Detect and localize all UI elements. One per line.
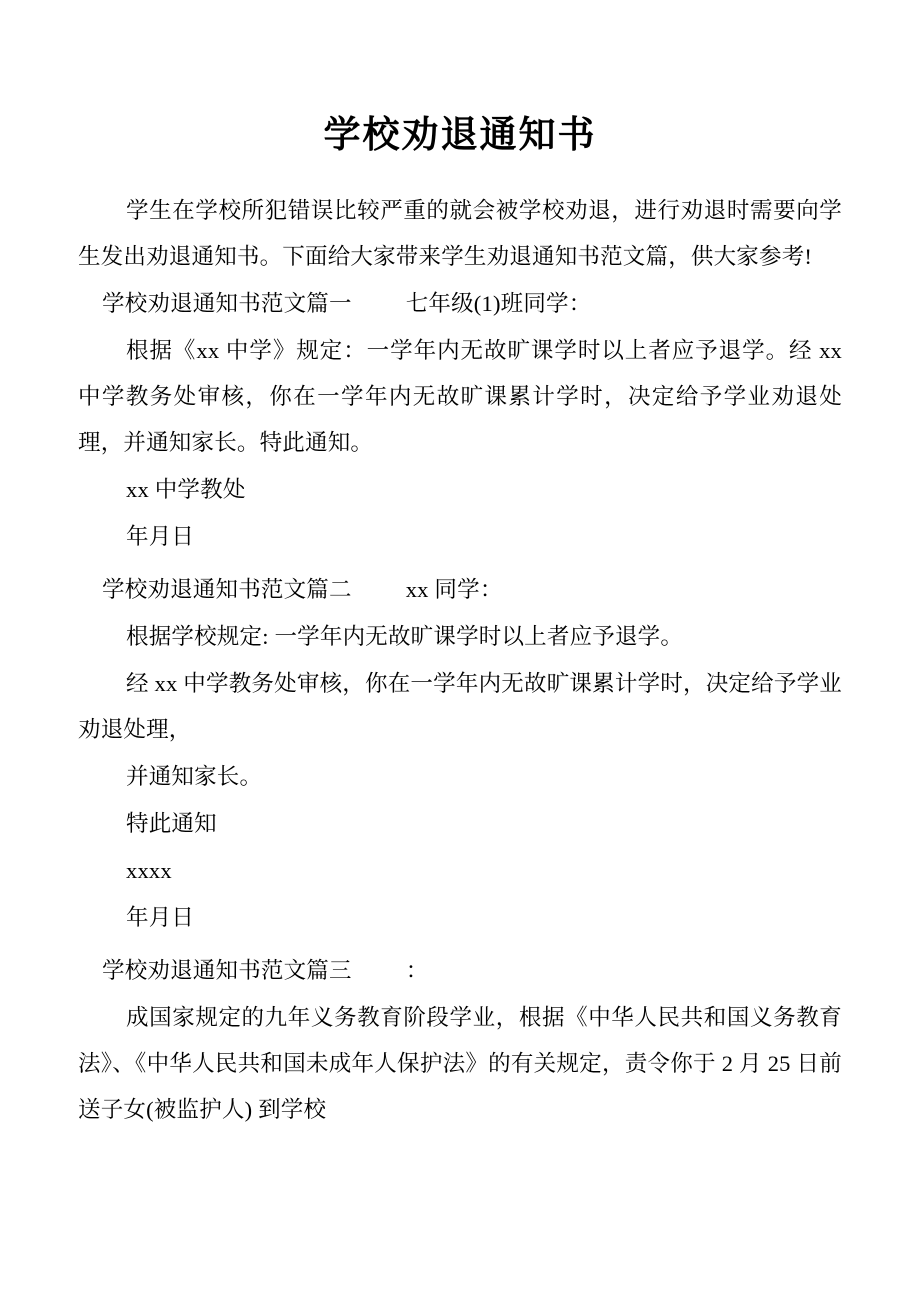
section-2-paragraph-1: 根据学校规定: 一学年内无故旷课学时以上者应予退学。: [126, 624, 684, 649]
section-2-paragraph-4: 特此通知: [126, 811, 217, 836]
document-body: [78, 188, 842, 1133]
section-2-addressee: xx 同学：: [405, 577, 503, 602]
section-2-paragraph-5: xxxx: [126, 858, 172, 883]
intro-paragraph: 学生在学校所犯错误比较严重的就会被学校劝退，进行劝退时需要向学生发出劝退通知书。下面给大家带来学生劝退通知书范文篇，供大家参考!: [78, 198, 842, 269]
section-3-paragraph-1: 成国家规定的九年义务教育阶段学业，根据《中华人民共和国义务教育法》、《中华人民共和国未成年人保护法》的有关规定，责令你于 2 月 25 日前送子女(被监护人) 到学校: [78, 1005, 842, 1122]
section-3-addressee: ：: [405, 958, 429, 983]
section-2-paragraph-3: 并通知家长。: [126, 764, 263, 789]
section-1-paragraph-3: 年月日: [126, 524, 195, 549]
section-2-paragraph-6: 年月日: [126, 905, 195, 930]
section-1-addressee: 七年级(1)班同学：: [405, 291, 592, 316]
page-title: 学校劝退通知书: [323, 114, 597, 155]
section-1-paragraph-2: xx 中学教处: [126, 477, 246, 502]
section-1-paragraph-1: 根据《xx 中学》规定：一学年内无故旷课学时以上者应予退学。经 xx 中学教务处审核，你在一学年内无故旷课累计学时，决定给予学业劝退处理，并通知家长。特此通知。: [78, 338, 842, 455]
section-2-heading-line: [78, 567, 842, 613]
section-2-heading: 学校劝退通知书范文篇二: [102, 577, 352, 602]
section-1-heading-line: [78, 281, 842, 327]
section-1-heading: 学校劝退通知书范文篇一: [102, 291, 352, 316]
section-3-heading-line: [78, 948, 842, 994]
section-3-heading: 学校劝退通知书范文篇三: [102, 958, 352, 983]
section-2-paragraph-2: 经 xx 中学教务处审核，你在一学年内无故旷课累计学时，决定给予学业劝退处理，: [78, 671, 842, 742]
